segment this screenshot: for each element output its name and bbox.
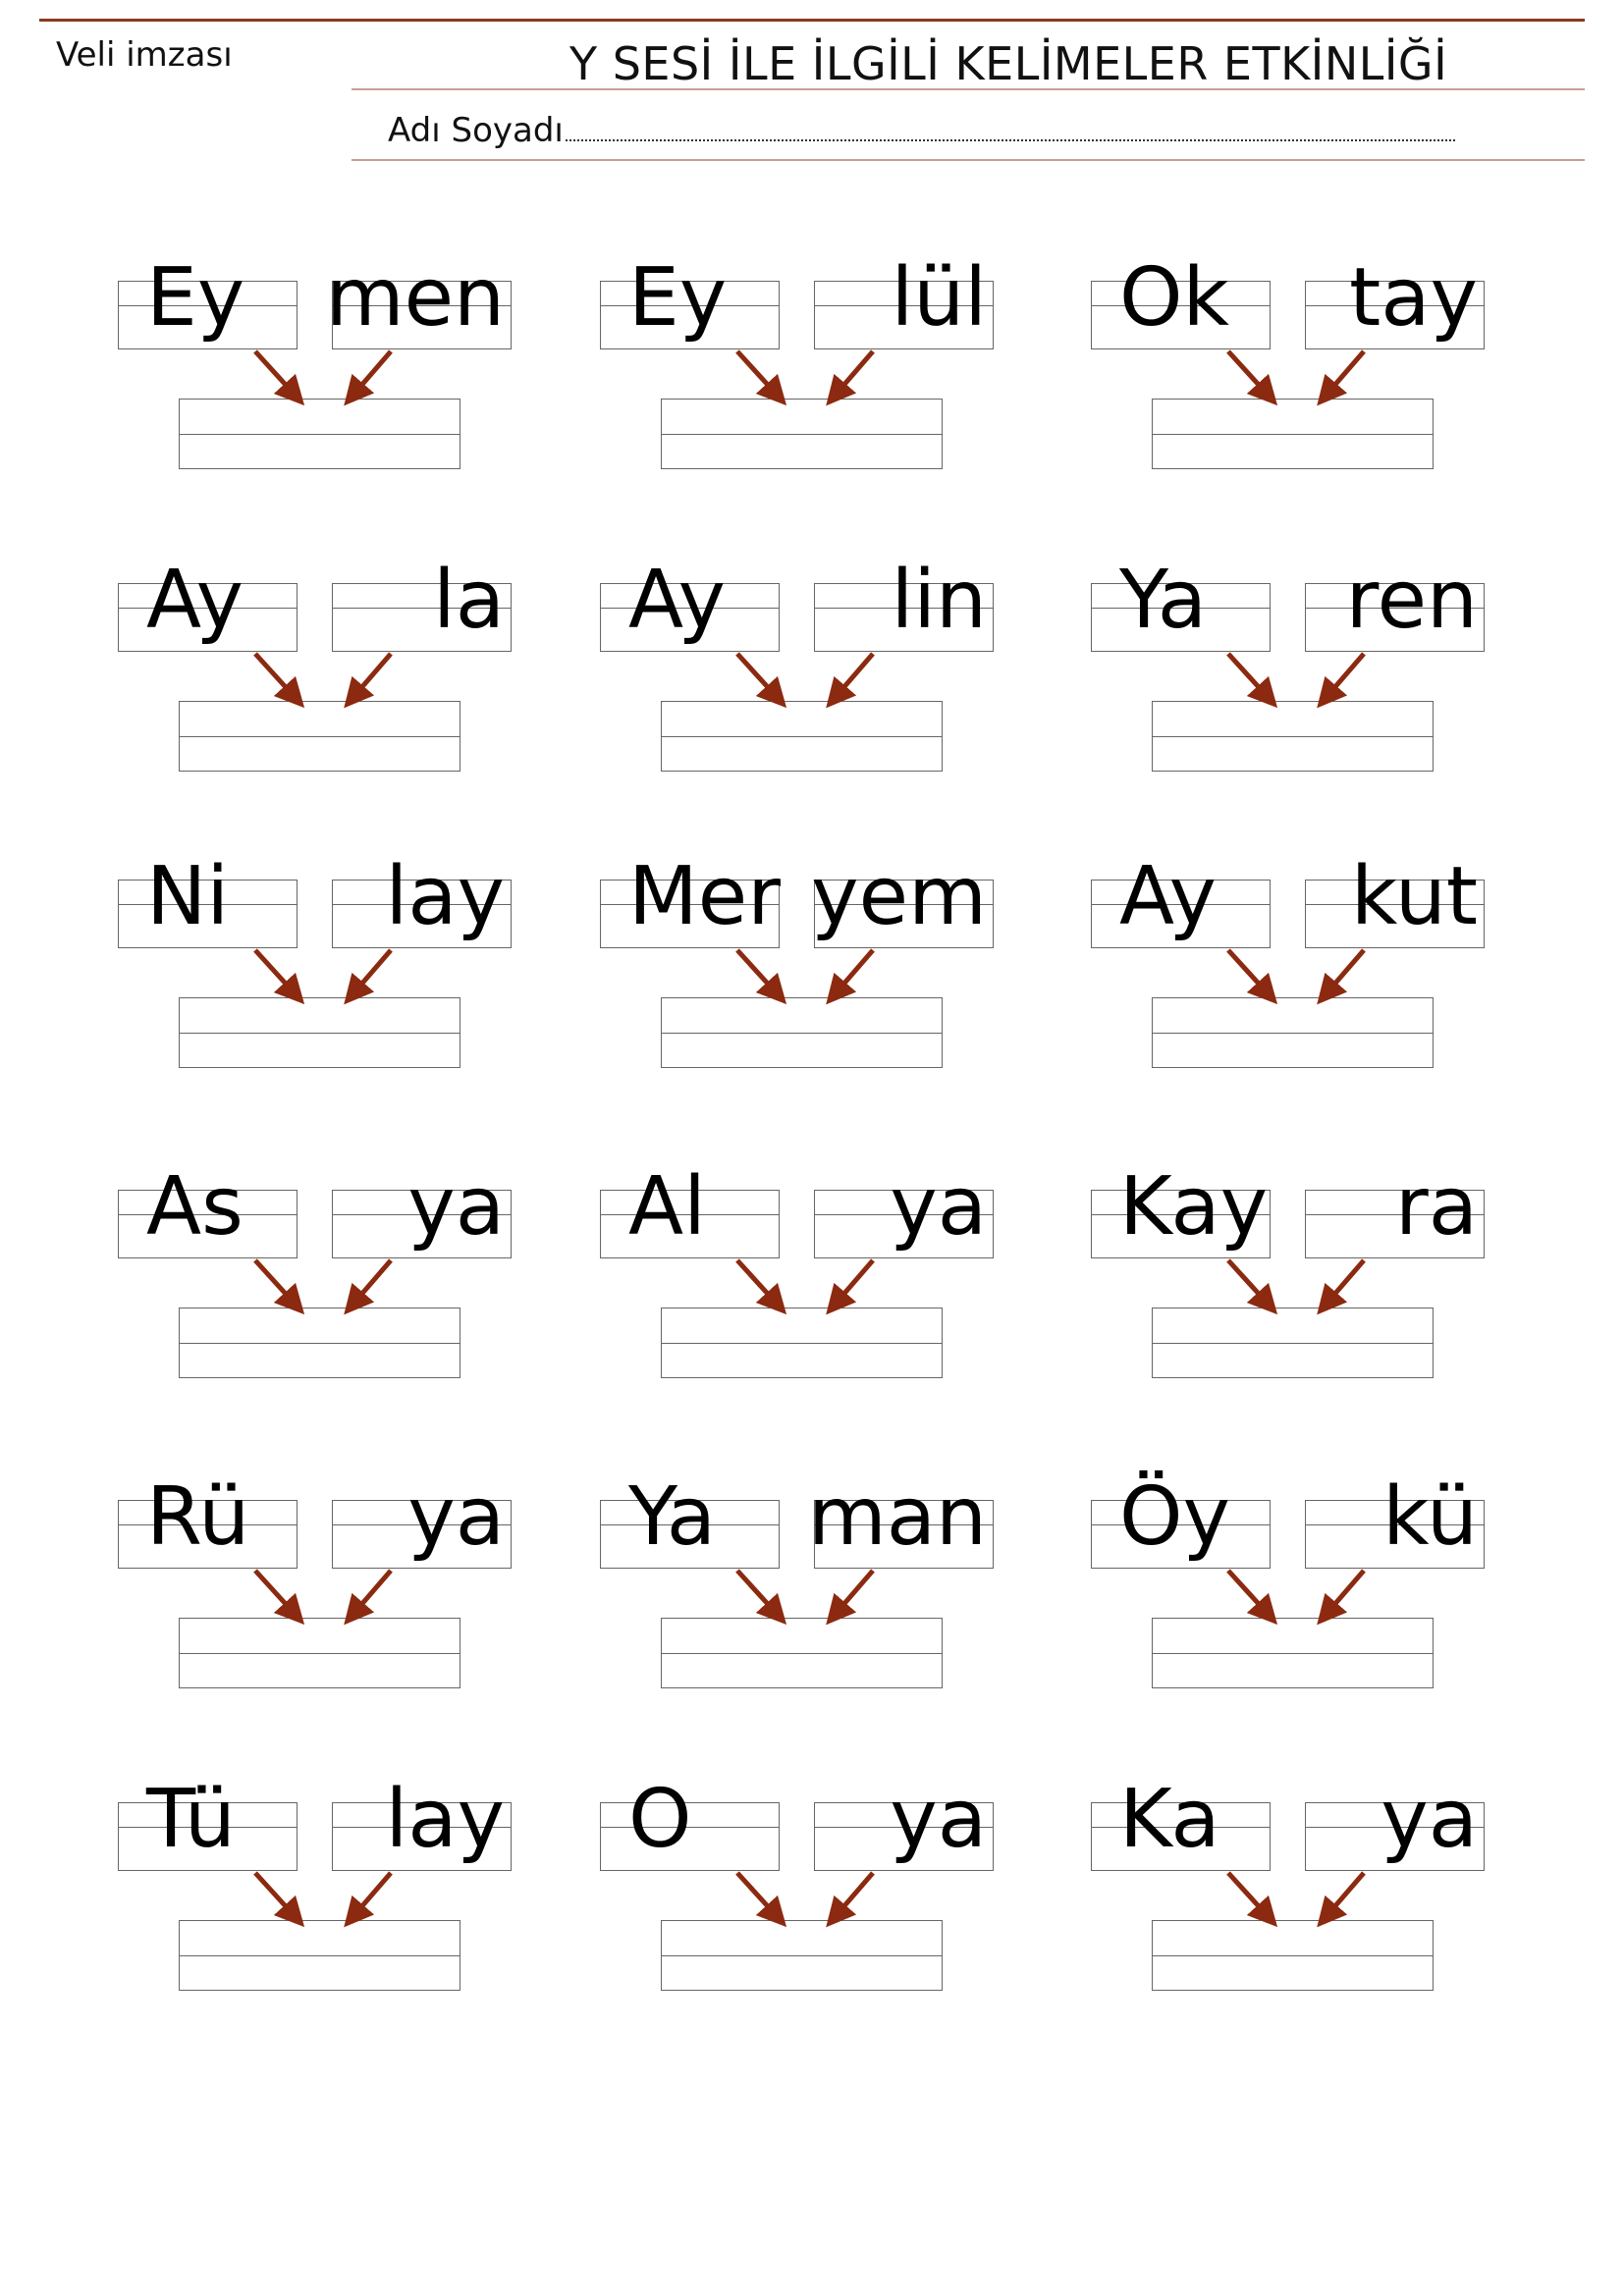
guide-line xyxy=(1153,736,1433,737)
second-syllable-box xyxy=(1305,1470,1485,1569)
second-syllable: men xyxy=(325,251,505,345)
syllable-exercise xyxy=(1091,1470,1487,1696)
left-arrow-icon xyxy=(1228,950,1268,993)
second-syllable: ya xyxy=(1380,1773,1478,1866)
second-syllable-box xyxy=(1305,850,1485,948)
right-arrow-icon xyxy=(1326,1260,1364,1304)
name-field[interactable] xyxy=(388,110,1455,150)
second-syllable-box xyxy=(332,1470,512,1569)
first-syllable: As xyxy=(146,1160,244,1254)
second-syllable-box xyxy=(332,850,512,948)
guide-line xyxy=(1153,1343,1433,1344)
first-syllable-box xyxy=(118,251,298,349)
answer-writing-box[interactable] xyxy=(661,1618,943,1688)
second-syllable: ren xyxy=(1345,554,1478,647)
first-syllable-box xyxy=(600,1773,780,1871)
answer-writing-box[interactable] xyxy=(1152,1618,1434,1688)
right-arrow-icon xyxy=(836,351,873,395)
answer-writing-box[interactable] xyxy=(1152,1308,1434,1378)
second-syllable-box xyxy=(332,1160,512,1258)
left-arrow-icon xyxy=(737,351,777,395)
answer-writing-box[interactable] xyxy=(1152,399,1434,469)
syllable-exercise xyxy=(1091,251,1487,477)
guide-line xyxy=(662,1033,942,1034)
left-arrow-icon xyxy=(1228,351,1268,395)
top-border-line xyxy=(39,19,1585,22)
syllable-exercise xyxy=(1091,554,1487,779)
second-syllable-box xyxy=(814,1160,994,1258)
left-arrow-icon xyxy=(255,654,295,697)
name-underline xyxy=(352,159,1585,161)
second-syllable: yem xyxy=(811,850,987,943)
syllable-exercise xyxy=(600,850,996,1076)
second-syllable-box xyxy=(1305,554,1485,652)
first-syllable: O xyxy=(628,1773,692,1866)
syllable-exercise xyxy=(118,251,514,477)
guide-line xyxy=(662,434,942,435)
first-syllable: Kay xyxy=(1119,1160,1269,1254)
guide-line xyxy=(662,736,942,737)
syllable-exercise xyxy=(118,850,514,1076)
left-arrow-icon xyxy=(255,1260,295,1304)
answer-writing-box[interactable] xyxy=(1152,701,1434,772)
second-syllable: la xyxy=(432,554,505,647)
syllable-exercise xyxy=(600,1160,996,1386)
right-arrow-icon xyxy=(836,1571,873,1614)
first-syllable-box xyxy=(600,1470,780,1569)
second-syllable: ya xyxy=(890,1773,987,1866)
first-syllable: Ka xyxy=(1119,1773,1220,1866)
left-arrow-icon xyxy=(1228,1260,1268,1304)
first-syllable-box xyxy=(600,251,780,349)
left-arrow-icon xyxy=(737,1571,777,1614)
first-syllable-box xyxy=(600,554,780,652)
answer-writing-box[interactable] xyxy=(661,997,943,1068)
first-syllable-box xyxy=(118,850,298,948)
right-arrow-icon xyxy=(836,1873,873,1916)
second-syllable: ya xyxy=(407,1160,505,1254)
right-arrow-icon xyxy=(353,351,391,395)
first-syllable: Ay xyxy=(628,554,727,647)
answer-writing-box[interactable] xyxy=(661,399,943,469)
left-arrow-icon xyxy=(1228,1571,1268,1614)
second-syllable-box xyxy=(807,1470,994,1569)
first-syllable-box xyxy=(1091,1160,1271,1258)
second-syllable-box xyxy=(332,554,512,652)
guide-line xyxy=(1153,434,1433,435)
guide-line xyxy=(662,1653,942,1654)
first-syllable: Al xyxy=(628,1160,706,1254)
first-syllable-box xyxy=(1091,1470,1271,1569)
answer-writing-box[interactable] xyxy=(661,1920,943,1991)
first-syllable: Ay xyxy=(1119,850,1218,943)
first-syllable: Ya xyxy=(628,1470,717,1564)
syllable-exercise xyxy=(1091,1160,1487,1386)
answer-writing-box[interactable] xyxy=(179,1308,460,1378)
second-syllable: ra xyxy=(1395,1160,1478,1254)
right-arrow-icon xyxy=(353,1571,391,1614)
second-syllable: lay xyxy=(385,850,505,943)
second-syllable: man xyxy=(807,1470,987,1564)
answer-writing-box[interactable] xyxy=(179,701,460,772)
parent-signature-label: Veli imzası xyxy=(56,35,233,75)
answer-writing-box[interactable] xyxy=(179,997,460,1068)
guide-line xyxy=(1153,1653,1433,1654)
first-syllable: Ay xyxy=(146,554,244,647)
right-arrow-icon xyxy=(1326,1571,1364,1614)
answer-writing-box[interactable] xyxy=(661,1308,943,1378)
answer-writing-box[interactable] xyxy=(1152,997,1434,1068)
right-arrow-icon xyxy=(353,1260,391,1304)
syllable-exercise xyxy=(600,1470,996,1696)
guide-line xyxy=(1153,1955,1433,1956)
guide-line xyxy=(1153,1033,1433,1034)
first-syllable: Mer xyxy=(628,850,781,943)
first-syllable: Ya xyxy=(1119,554,1208,647)
left-arrow-icon xyxy=(1228,1873,1268,1916)
first-syllable: Ok xyxy=(1119,251,1230,345)
second-syllable: lül xyxy=(891,251,987,345)
first-syllable-box xyxy=(118,554,298,652)
second-syllable: ya xyxy=(890,1160,987,1254)
guide-line xyxy=(180,1033,460,1034)
right-arrow-icon xyxy=(353,654,391,697)
syllable-exercise xyxy=(600,1773,996,1999)
second-syllable-box xyxy=(814,554,994,652)
first-syllable-box xyxy=(118,1470,298,1569)
second-syllable-box xyxy=(325,251,512,349)
guide-line xyxy=(180,1653,460,1654)
syllable-exercise xyxy=(118,1160,514,1386)
guide-line xyxy=(180,434,460,435)
first-syllable-box xyxy=(1091,251,1271,349)
syllable-exercise xyxy=(600,251,996,477)
syllable-exercise xyxy=(118,1773,514,1999)
right-arrow-icon xyxy=(1326,950,1364,993)
left-arrow-icon xyxy=(255,950,295,993)
right-arrow-icon xyxy=(1326,1873,1364,1916)
first-syllable-box xyxy=(600,1160,780,1258)
left-arrow-icon xyxy=(255,1873,295,1916)
first-syllable-box xyxy=(1091,1773,1271,1871)
guide-line xyxy=(180,1343,460,1344)
name-label: Adı Soyadı xyxy=(388,111,564,150)
first-syllable-box xyxy=(118,1160,298,1258)
guide-line xyxy=(662,1343,942,1344)
first-syllable-box xyxy=(600,850,781,948)
guide-line xyxy=(180,1955,460,1956)
first-syllable: Ey xyxy=(628,251,728,345)
second-syllable-box xyxy=(332,1773,512,1871)
second-syllable: lay xyxy=(385,1773,505,1866)
answer-writing-box[interactable] xyxy=(661,701,943,772)
syllable-exercise xyxy=(1091,1773,1487,1999)
second-syllable-box xyxy=(1305,1160,1485,1258)
first-syllable: Öy xyxy=(1119,1470,1231,1564)
left-arrow-icon xyxy=(255,1571,295,1614)
syllable-exercise xyxy=(600,554,996,779)
first-syllable: Ey xyxy=(146,251,245,345)
first-syllable-box xyxy=(1091,850,1271,948)
answer-writing-box[interactable] xyxy=(179,1920,460,1991)
left-arrow-icon xyxy=(737,1873,777,1916)
answer-writing-box[interactable] xyxy=(179,399,460,469)
name-dotted-line xyxy=(566,110,1455,141)
right-arrow-icon xyxy=(1326,654,1364,697)
right-arrow-icon xyxy=(836,1260,873,1304)
right-arrow-icon xyxy=(353,1873,391,1916)
first-syllable-box xyxy=(118,1773,298,1871)
left-arrow-icon xyxy=(737,654,777,697)
right-arrow-icon xyxy=(353,950,391,993)
second-syllable-box xyxy=(811,850,994,948)
second-syllable-box xyxy=(1305,1773,1485,1871)
right-arrow-icon xyxy=(836,950,873,993)
syllable-exercise xyxy=(1091,850,1487,1076)
left-arrow-icon xyxy=(255,351,295,395)
syllable-exercise xyxy=(118,1470,514,1696)
page-title: Y SESİ İLE İLGİLİ KELİMELER ETKİNLİĞİ xyxy=(569,37,1448,90)
first-syllable: Rü xyxy=(146,1470,250,1564)
left-arrow-icon xyxy=(1228,654,1268,697)
second-syllable: ya xyxy=(407,1470,505,1564)
syllable-exercise xyxy=(118,554,514,779)
second-syllable-box xyxy=(814,1773,994,1871)
guide-line xyxy=(662,1955,942,1956)
second-syllable: kü xyxy=(1382,1470,1478,1564)
second-syllable-box xyxy=(814,251,994,349)
guide-line xyxy=(180,736,460,737)
second-syllable: kut xyxy=(1350,850,1478,943)
right-arrow-icon xyxy=(836,654,873,697)
second-syllable: lin xyxy=(891,554,987,647)
first-syllable-box xyxy=(1091,554,1271,652)
second-syllable: tay xyxy=(1349,251,1478,345)
second-syllable-box xyxy=(1305,251,1485,349)
left-arrow-icon xyxy=(737,1260,777,1304)
first-syllable: Ni xyxy=(146,850,230,943)
right-arrow-icon xyxy=(1326,351,1364,395)
answer-writing-box[interactable] xyxy=(1152,1920,1434,1991)
first-syllable: Tü xyxy=(146,1773,236,1866)
left-arrow-icon xyxy=(737,950,777,993)
answer-writing-box[interactable] xyxy=(179,1618,460,1688)
